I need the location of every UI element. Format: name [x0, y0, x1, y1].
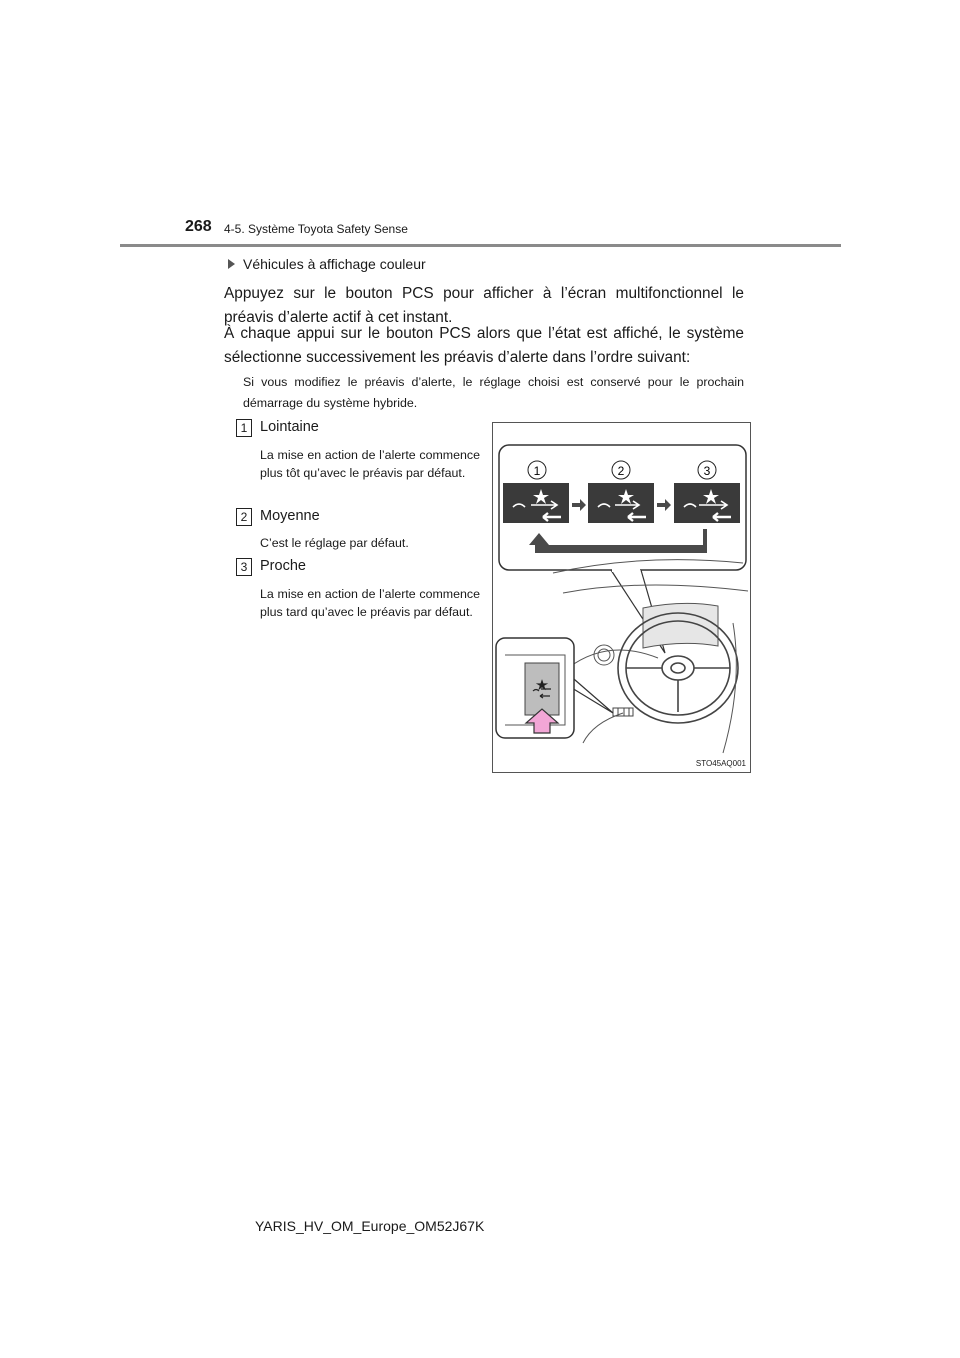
display-screen-mid — [588, 483, 654, 523]
figure-code: STO45AQ001 — [695, 759, 746, 768]
item-desc-3: La mise en action de l’alerte commence plus tard qu’avec le préavis par défaut. — [260, 587, 480, 619]
display-screen-near — [674, 483, 740, 523]
item-number-3: 3 — [236, 558, 252, 576]
circled-number-3 — [698, 461, 716, 479]
item-title-1: Lointaine — [260, 419, 319, 435]
svg-text:1: 1 — [533, 464, 541, 478]
note: Si vous modifiez le préavis d’alerte, le réglage choisi est conservé pour le prochain démarrage du système hybride. — [243, 375, 744, 410]
item-desc-1: La mise en action de l’alerte commence plus tôt qu’avec le préavis par défaut. — [260, 448, 480, 480]
item-title-2: Moyenne — [260, 508, 320, 524]
subheading-text: Véhicules à affichage couleur — [243, 256, 426, 272]
footer-doc-id: YARIS_HV_OM_Europe_OM52J67K — [255, 1218, 485, 1234]
svg-text:2: 2 — [617, 464, 625, 478]
paragraph-1: Appuyez sur le bouton PCS pour afficher à l’écran multifonctionnel le préavis d’alerte actif à cet instant. — [224, 285, 744, 326]
display-screen-far — [503, 483, 569, 523]
svg-text:3: 3 — [703, 464, 711, 478]
bullet-triangle-icon — [228, 259, 235, 269]
header-rule — [120, 244, 841, 247]
figure — [492, 422, 751, 773]
item-title-3: Proche — [260, 558, 306, 574]
dashboard-illustration — [553, 560, 748, 668]
circled-number-1 — [528, 461, 546, 479]
subheading — [228, 256, 426, 272]
item-number-1: 1 — [236, 419, 252, 437]
figure-illustration — [493, 423, 750, 772]
item-number-2: 2 — [236, 508, 252, 526]
section-title: 4-5. Système Toyota Safety Sense — [224, 222, 408, 236]
paragraph-2: À chaque appui sur le bouton PCS alors que l’état est affiché, le système sélectionne successivement les préavis d’alerte dans l’ordre suivant: — [224, 325, 744, 366]
circled-number-2 — [612, 461, 630, 479]
page-number: 268 — [185, 218, 212, 235]
item-desc-2: C’est le réglage par défaut. — [260, 536, 409, 550]
